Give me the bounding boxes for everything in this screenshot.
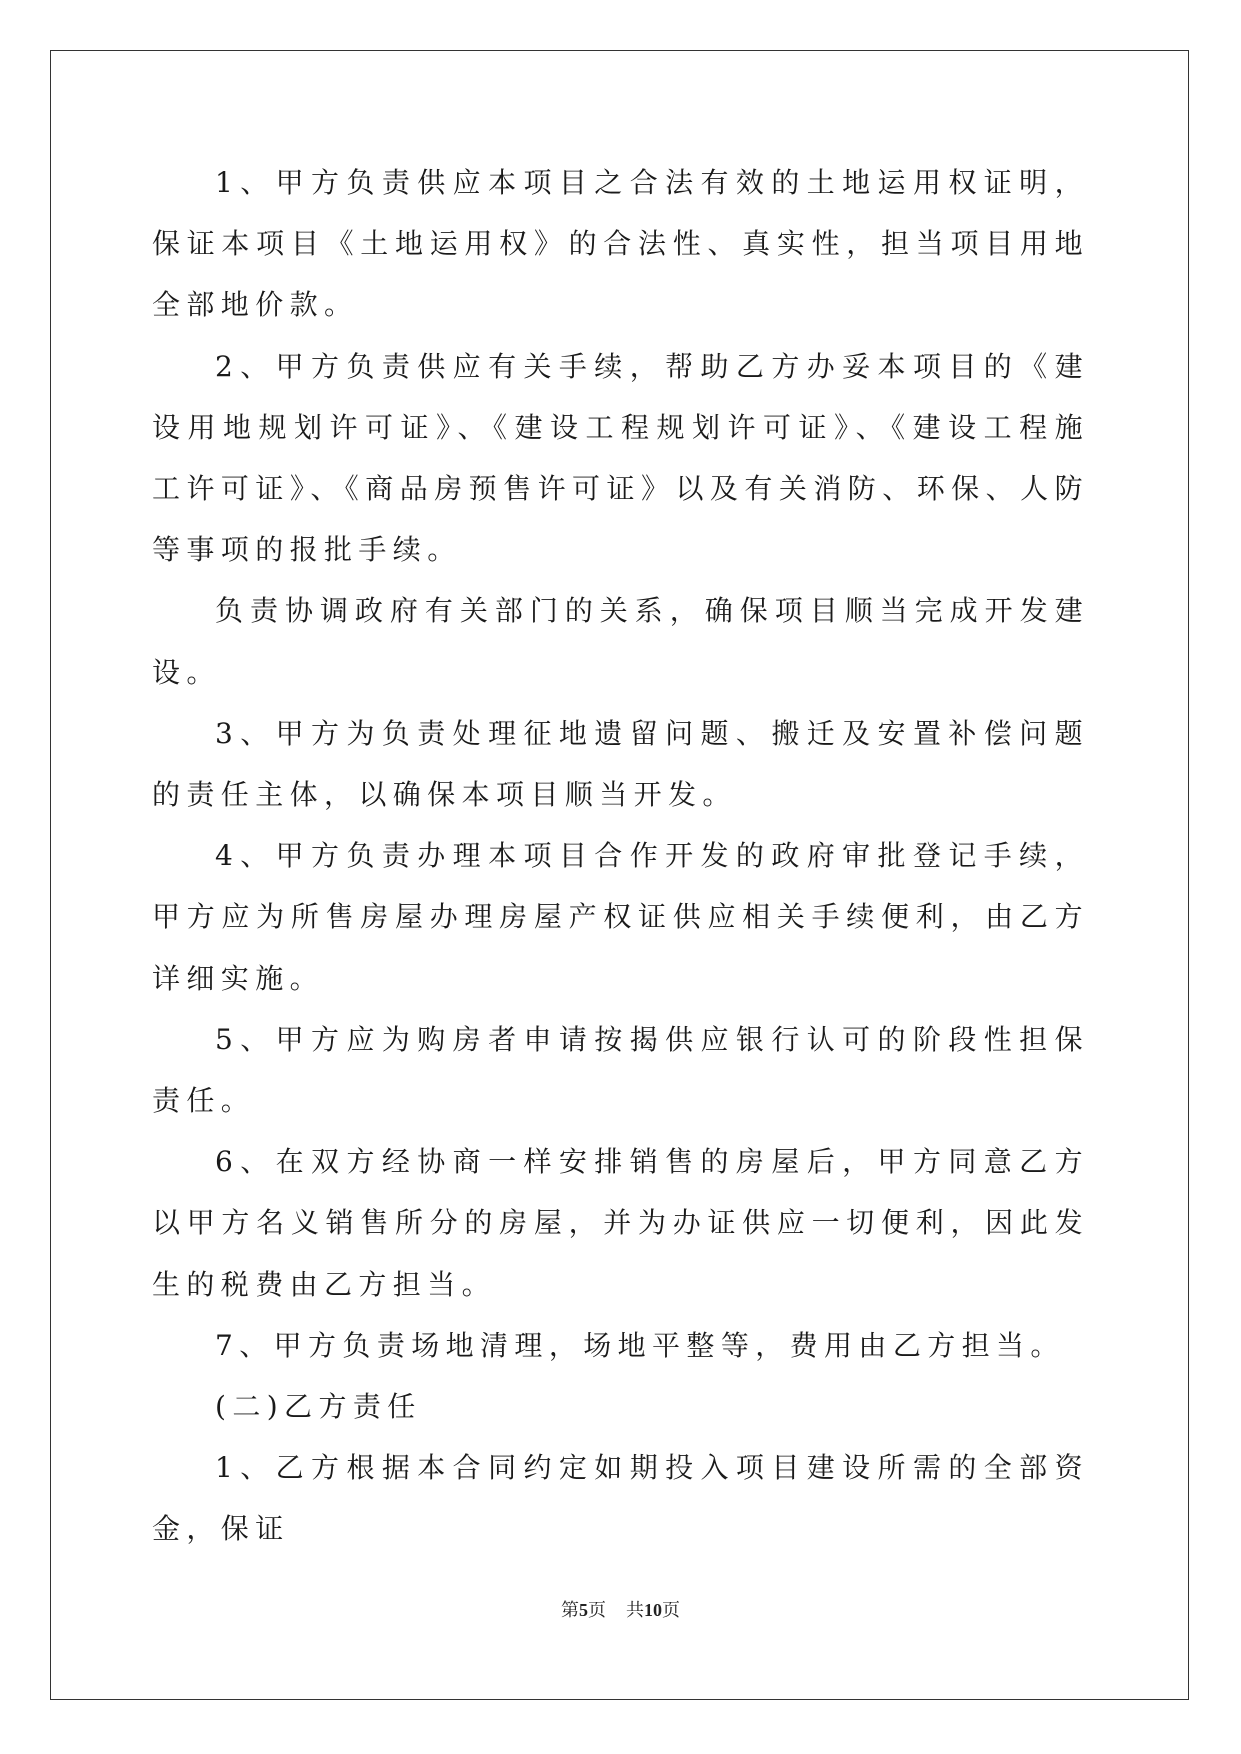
paragraph-7: 6、在双方经协商一样安排销售的房屋后，甲方同意乙方以甲方名义销售所分的房屋，并为办证供应一切便利，因此发生的税费由乙方担当。 [152, 1145, 1089, 1301]
footer-total-prefix: 共 [626, 1600, 644, 1621]
page-footer [0, 1598, 1241, 1623]
paragraph-5: 4、甲方负责办理本项目合作开发的政府审批登记手续，甲方应为所售房屋办理房屋产权证供应相关手续便利，由乙方详细实施。 [152, 839, 1089, 995]
paragraph-4: 3、甲方为负责处理征地遗留问题、搬迁及安置补偿问题的责任主体，以确保本项目顺当开发。 [152, 716, 1089, 812]
footer-total-pages: 10 [644, 1600, 662, 1620]
footer-page-number: 5 [579, 1600, 588, 1620]
document-body [152, 152, 1089, 1560]
footer-prefix: 第 [561, 1600, 579, 1621]
footer-total-suffix: 页 [662, 1600, 680, 1621]
paragraph-1: 1、甲方负责供应本项目之合法有效的土地运用权证明，保证本项目《土地运用权》的合法性、真实性，担当项目用地全部地价款。 [152, 166, 1089, 322]
paragraph-3: 负责协调政府有关部门的关系，确保项目顺当完成开发建设。 [152, 594, 1089, 689]
paragraph-8: 7、甲方负责场地清理，场地平整等，费用由乙方担当。 [215, 1328, 1065, 1362]
section-heading-party-b: (二)乙方责任 [215, 1390, 422, 1424]
paragraph-6: 5、甲方应为购房者申请按揭供应银行认可的阶段性担保责任。 [152, 1022, 1089, 1118]
paragraph-9: 1、乙方根据本合同约定如期投入项目建设所需的全部资金，保证 [152, 1451, 1089, 1546]
footer-page-suffix: 页 [588, 1600, 606, 1621]
paragraph-2: 2、甲方负责供应有关手续，帮助乙方办妥本项目的《建设用地规划许可证》、《建设工程规划许可证》、《建设工程施工许可证》、《商品房预售许可证》以及有关消防、环保、人防等事项的报批手续。 [152, 349, 1089, 567]
